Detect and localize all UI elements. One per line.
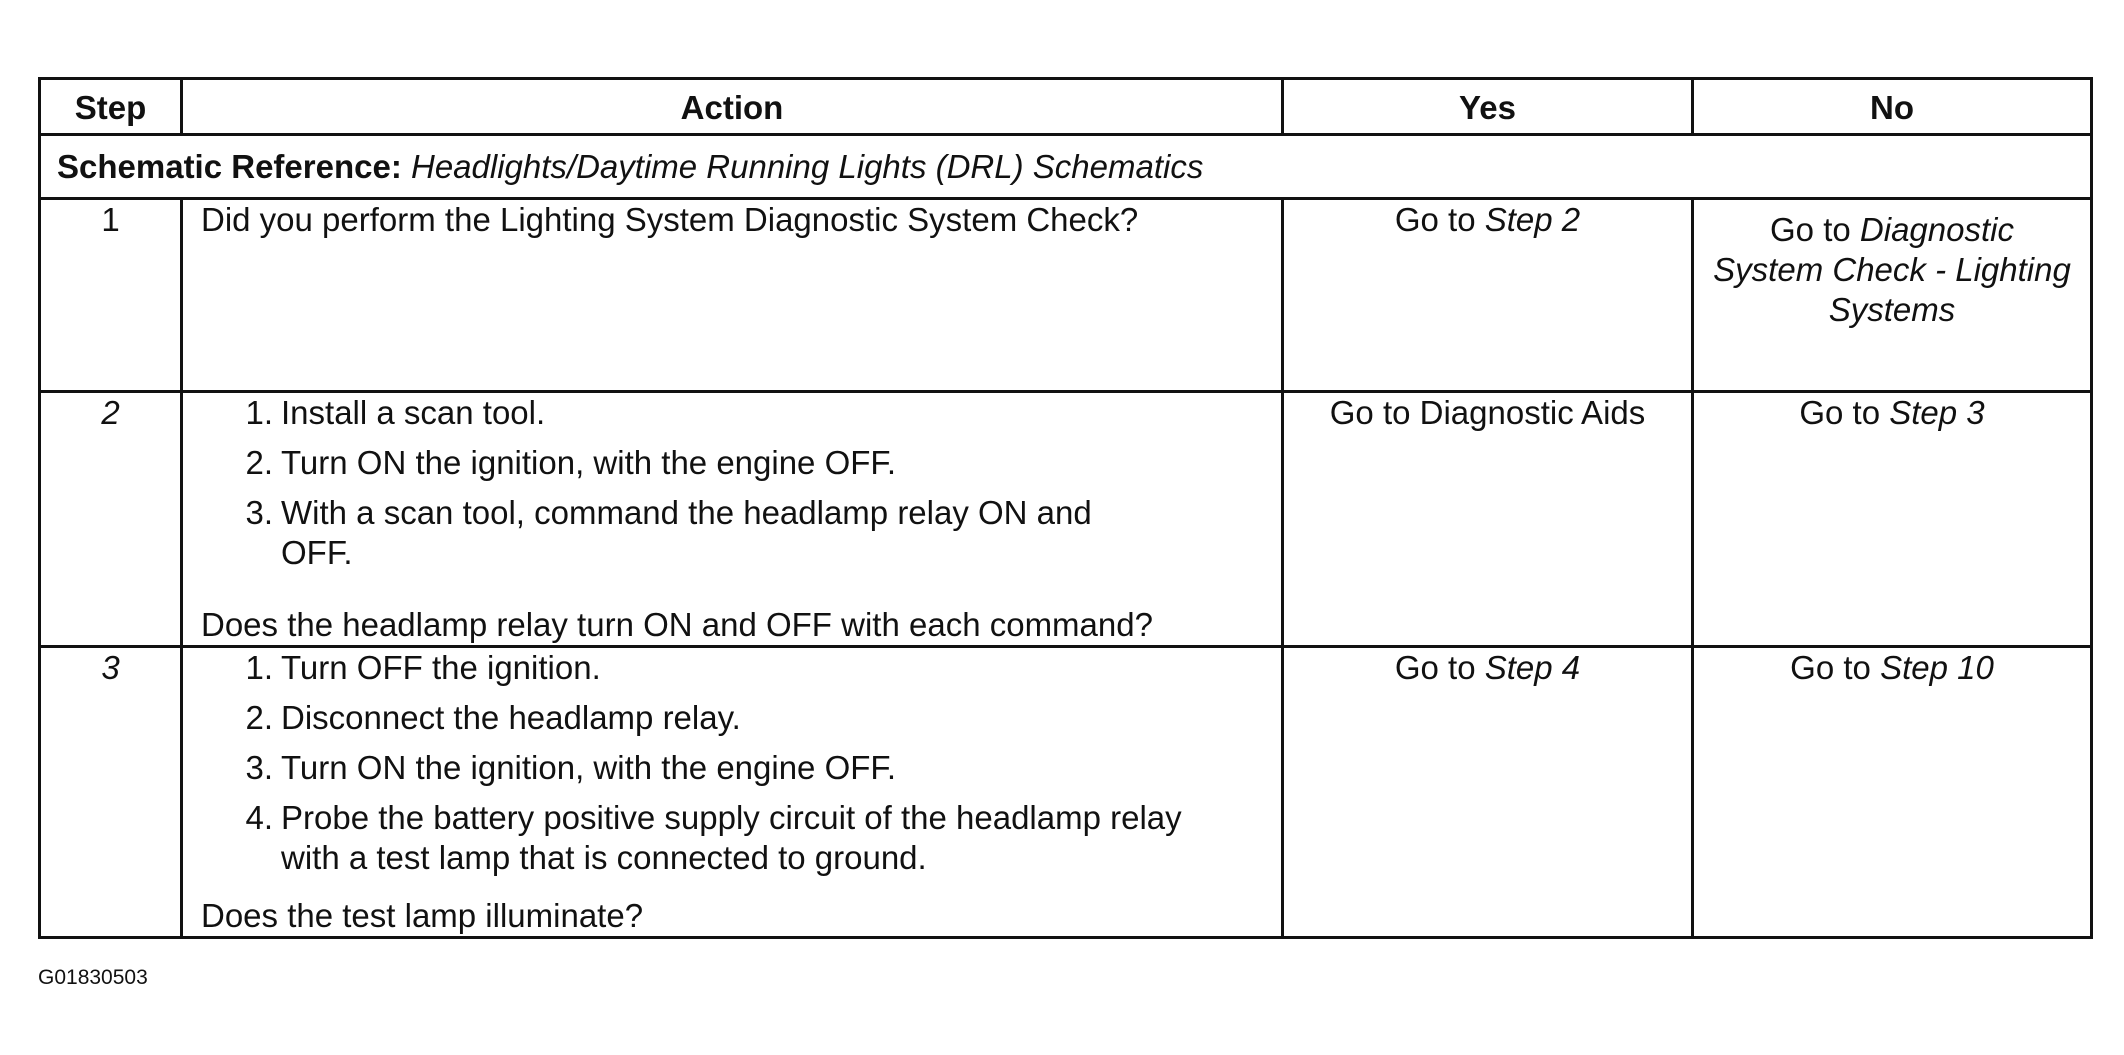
no-step-ref: Step 3 [1889, 394, 1985, 431]
table-row [40, 199, 2092, 392]
list-item-text: With a scan tool, command the headlamp relay ON and OFF. [281, 494, 1092, 571]
list-item-number: 2. [245, 699, 273, 736]
list-item-text: Install a scan tool. [281, 394, 546, 431]
figure-id: G01830503 [38, 966, 148, 989]
list-item-number: 1. [245, 394, 273, 431]
diagnostic-table [38, 77, 2093, 939]
header-yes: Yes [1283, 79, 1693, 135]
header-action: Action [182, 79, 1283, 135]
no-cell [1693, 199, 2092, 392]
no-diagnostic-ref: Diagnostic System Check - Lighting Systems [1713, 211, 2071, 328]
list-item-number: 3. [245, 494, 273, 531]
list-item [201, 698, 1263, 738]
header-step: Step [40, 79, 182, 135]
no-prefix: Go to [1770, 211, 1860, 248]
action-question: Does the test lamp illuminate? [201, 897, 644, 934]
table-row [40, 647, 2092, 938]
no-cell [1693, 392, 2092, 647]
step-number: 3 [40, 647, 182, 938]
no-prefix: Go to [1799, 394, 1890, 431]
yes-cell: Go to Diagnostic Aids [1283, 392, 1693, 647]
list-item-number: 4. [245, 799, 273, 836]
list-item [201, 748, 1263, 788]
schematic-reference-cell [40, 135, 2092, 199]
table-row [40, 392, 2092, 647]
action-cell [182, 392, 1283, 647]
step-number: 2 [40, 392, 182, 647]
list-item [201, 493, 1263, 573]
yes-prefix: Go to [1394, 201, 1485, 238]
schematic-reference-row [40, 135, 2092, 199]
step-number: 1 [40, 199, 182, 392]
action-steps-list [201, 648, 1263, 888]
schematic-reference-label: Schematic Reference: [57, 147, 402, 185]
action-steps-list [201, 393, 1263, 583]
no-step-ref: Step 10 [1880, 649, 1994, 686]
yes-cell [1283, 199, 1693, 392]
no-prefix: Go to [1790, 649, 1881, 686]
yes-cell [1283, 647, 1693, 938]
action-cell [182, 199, 1283, 392]
yes-step-ref: Step 4 [1484, 649, 1581, 686]
list-item [201, 798, 1263, 878]
list-item [201, 443, 1263, 483]
list-item-number: 1. [245, 649, 273, 686]
action-question: Does the headlamp relay turn ON and OFF with each command? [201, 606, 1153, 643]
list-item-text: Turn ON the ignition, with the engine OFF. [281, 749, 897, 786]
list-item-text: Turn ON the ignition, with the engine OFF. [281, 444, 897, 481]
table-header-row [40, 79, 2092, 135]
header-no: No [1693, 79, 2092, 135]
list-item-text: Probe the battery positive supply circuit of the headlamp relay with a test lamp that is connected to ground. [281, 799, 1182, 876]
list-item-number: 2. [245, 444, 273, 481]
action-question: Did you perform the Lighting System Diagnostic System Check? [201, 201, 1139, 238]
list-item [201, 393, 1263, 433]
list-item-text: Turn OFF the ignition. [281, 649, 601, 686]
list-item-text: Disconnect the headlamp relay. [281, 699, 741, 736]
schematic-reference-link: Headlights/Daytime Running Lights (DRL) Schematics [411, 147, 1204, 185]
no-cell [1693, 647, 2092, 938]
list-item-number: 3. [245, 749, 273, 786]
yes-prefix: Go to [1394, 649, 1485, 686]
list-item [201, 648, 1263, 688]
yes-step-ref: Step 2 [1484, 201, 1581, 238]
action-cell [182, 647, 1283, 938]
